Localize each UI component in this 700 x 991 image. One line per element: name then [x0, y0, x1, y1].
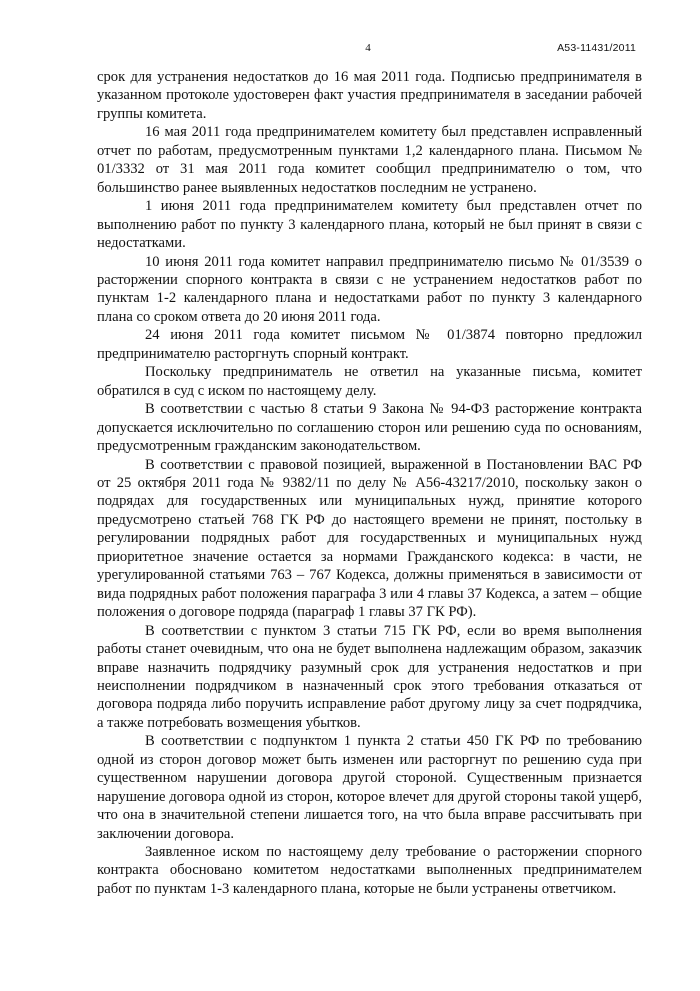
paragraph: В соответствии с частью 8 статьи 9 Закона № 94-ФЗ расторжение контракта допускается исключительно по соглашению сторон или решению суда по основаниям, предусмотренным гражданским законодательством.: [97, 401, 642, 455]
paragraph: Заявленное иском по настоящему делу требование о расторжении спорного контракта обосновано комитетом недостатками выполненных предпринимателем работ по пунктам 1-3 календарного плана, которые не были устранены ответчиком.: [97, 844, 642, 897]
case-number: А53-11431/2011: [557, 42, 636, 54]
paragraph: 16 мая 2011 года предпринимателем комитету был представлен исправленный отчет по работам, предусмотренным пунктами 1,2 календарного плана. Письмом № 01/3332 от 31 мая 2011 года комитет сообщил предпринимателю о том, что большинство ранее выявленных недостатков последним не устранено.: [97, 124, 642, 196]
paragraph: 10 июня 2011 года комитет направил предпринимателю письмо № 01/3539 о расторжении спорного контракта в связи с не устранением недостатков работ по пунктам 1-2 календарного плана и недостатками работ по пункту 3 календарного плана со сроком ответа до 20 июня 2011 года.: [97, 253, 642, 325]
paragraph: Поскольку предприниматель не ответил на указанные письма, комитет обратился в суд с иском по настоящему делу.: [97, 364, 642, 399]
paragraph: 24 июня 2011 года комитет письмом № 01/3874 повторно предложил предпринимателю расторгнуть спорный контракт.: [97, 327, 642, 362]
paragraph: В соответствии с правовой позицией, выраженной в Постановлении ВАС РФ от 25 октября 2011 года № 9382/11 по делу № А56-43217/2010, поскольку закон о подрядах для государственных или муниципальных нужд, принятие которого предусмотрено статьей 768 ГК РФ до настоящего времени не принят, постольку в регулировании подрядных работ для государственных и муниципальных нужд приоритетное значение остается за нормами Гражданского кодекса: в части, не урегулированной статьями 763 – 767 Кодекса, должны применяться в зависимости от вида подрядных работ положения параграфа 3 или 4 главы 37 Кодекса, а затем – общие положения о договоре подряда (параграф 1 главы 37 ГК РФ).: [97, 456, 642, 621]
paragraph: В соответствии с подпунктом 1 пункта 2 статьи 450 ГК РФ по требованию одной из сторон договор может быть изменен или расторгнут по решению суда при существенном нарушении договора другой стороной. Существенным признается нарушение договора одной из сторон, которое влечет для другой стороны такой ущерб, что она в значительной степени лишается того, на что была вправе рассчитывать при заключении договора.: [97, 733, 642, 842]
document-body: [97, 68, 642, 898]
paragraph: 1 июня 2011 года предпринимателем комитету был представлен отчет по выполнению работ по пункту 3 календарного плана, который не был принят в связи с недостатками.: [97, 198, 642, 252]
paragraph: В соответствии с пунктом 3 статьи 715 ГК РФ, если во время выполнения работы станет очевидным, что она не будет выполнена надлежащим образом, заказчик вправе назначить подрядчику разумный срок для устранения недостатков и при неисполнении подрядчиком в назначенный срок этого требования отказаться от договора подряда либо поручить исправление работ другому лицу за счет подрядчика, а также потребовать возмещения убытков.: [97, 622, 642, 731]
page-number: 4: [365, 42, 371, 54]
paragraph-continuation: срок для устранения недостатков до 16 мая 2011 года. Подписью предпринимателя в указанном протоколе удостоверен факт участия предпринимателя в заседании рабочей группы комитета.: [97, 69, 642, 122]
